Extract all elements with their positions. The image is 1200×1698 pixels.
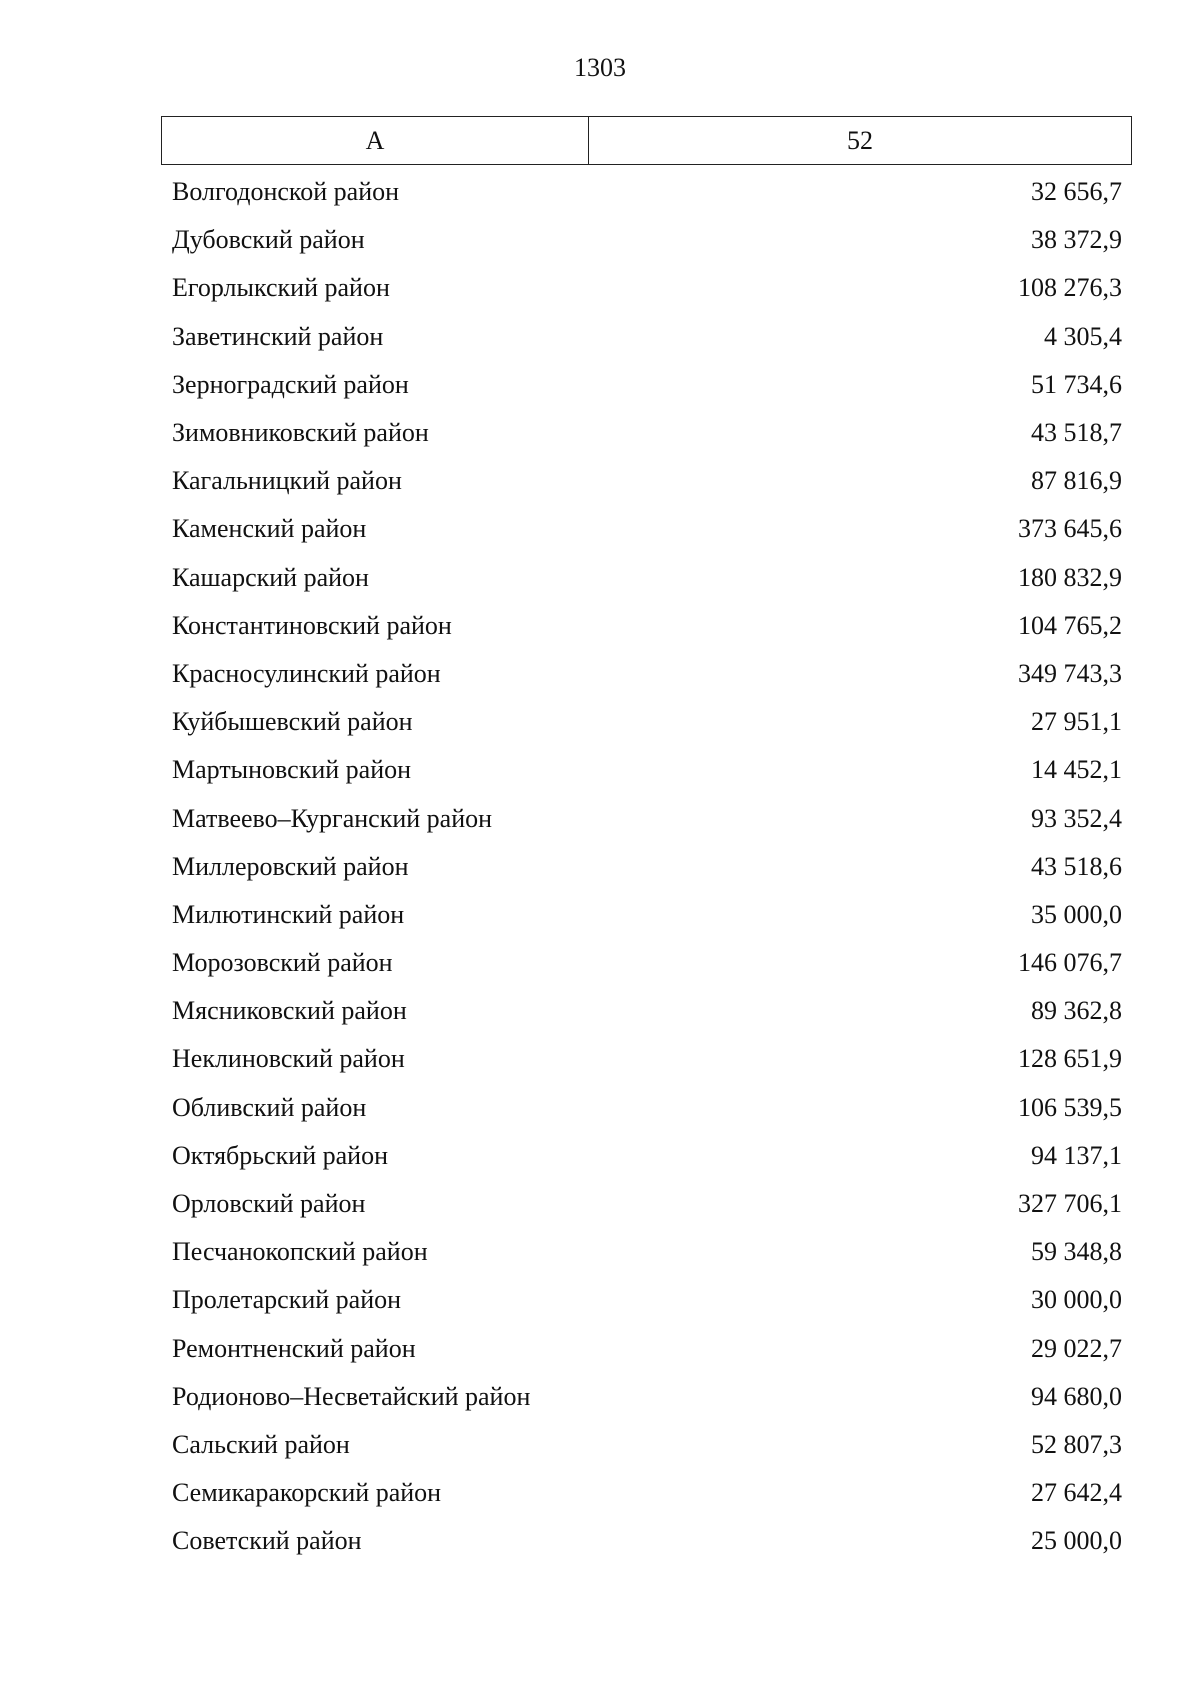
header-column-a: А [162,117,589,164]
district-value: 327 706,1 [1018,1189,1122,1219]
district-value: 25 000,0 [1031,1526,1122,1556]
table-row [172,794,1122,842]
district-value: 89 362,8 [1031,996,1122,1026]
district-name: Константиновский район [172,610,452,640]
district-value: 104 765,2 [1018,610,1122,640]
district-name: Орловский район [172,1189,366,1219]
district-name: Егорлыкский район [172,273,390,303]
district-value: 35 000,0 [1031,899,1122,929]
district-value: 43 518,7 [1031,418,1122,448]
district-name: Семикаракорский район [172,1478,442,1508]
table-row [172,168,1122,216]
district-table-body [172,168,1122,1565]
district-name: Волгодонской район [172,177,400,207]
district-value: 32 656,7 [1031,177,1122,207]
district-name: Матвеево–Курганский район [172,803,493,833]
district-value: 94 137,1 [1031,1140,1122,1170]
district-value: 94 680,0 [1031,1381,1122,1411]
district-name: Сальский район [172,1429,350,1459]
district-name: Морозовский район [172,948,393,978]
table-row [172,891,1122,939]
district-name: Куйбышевский район [172,707,413,737]
table-row [172,505,1122,553]
district-value: 27 642,4 [1031,1478,1122,1508]
district-name: Октябрьский район [172,1140,388,1170]
table-row [172,1035,1122,1083]
district-name: Мясниковский район [172,996,407,1026]
table-row [172,1469,1122,1517]
table-row [172,698,1122,746]
district-value: 52 807,3 [1031,1429,1122,1459]
district-value: 38 372,9 [1031,225,1122,255]
district-name: Зимовниковский район [172,418,429,448]
table-row [172,650,1122,698]
table-row [172,1180,1122,1228]
table-row [172,1325,1122,1373]
table-row [172,409,1122,457]
table-row [172,264,1122,312]
table-header [161,116,1132,165]
district-value: 43 518,6 [1031,851,1122,881]
district-value: 51 734,6 [1031,369,1122,399]
table-row [172,987,1122,1035]
district-value: 29 022,7 [1031,1333,1122,1363]
page-number: 1303 [574,53,626,82]
district-value: 180 832,9 [1018,562,1122,592]
district-value: 108 276,3 [1018,273,1122,303]
table-row [172,1276,1122,1324]
district-name: Пролетарский район [172,1285,402,1315]
table-row [172,216,1122,264]
table-row [172,361,1122,409]
table-row [172,457,1122,505]
district-name: Милютинский район [172,899,405,929]
district-name: Родионово–Несветайский район [172,1381,531,1411]
district-name: Заветинский район [172,321,384,351]
table-row [172,554,1122,602]
table-row [172,746,1122,794]
district-value: 373 645,6 [1018,514,1122,544]
district-name: Каменский район [172,514,367,544]
district-name: Миллеровский район [172,851,409,881]
district-value: 106 539,5 [1018,1092,1122,1122]
district-value: 14 452,1 [1031,755,1122,785]
district-name: Ремонтненский район [172,1333,416,1363]
district-name: Дубовский район [172,225,365,255]
district-value: 59 348,8 [1031,1237,1122,1267]
table-row [172,313,1122,361]
table-row [172,1132,1122,1180]
district-value: 4 305,4 [1044,321,1122,351]
district-name: Песчанокопский район [172,1237,428,1267]
header-column-52: 52 [847,125,873,155]
district-name: Мартыновский район [172,755,412,785]
district-name: Неклиновский район [172,1044,405,1074]
table-row [172,1517,1122,1565]
district-value: 349 743,3 [1018,658,1122,688]
district-name: Красносулинский район [172,658,441,688]
district-value: 146 076,7 [1018,948,1122,978]
table-row [172,939,1122,987]
table-row [172,1373,1122,1421]
district-name: Кагальницкий район [172,466,402,496]
table-row [172,843,1122,891]
district-name: Зерноградский район [172,369,409,399]
district-value: 30 000,0 [1031,1285,1122,1315]
district-name: Советский район [172,1526,362,1556]
district-value: 87 816,9 [1031,466,1122,496]
district-value: 128 651,9 [1018,1044,1122,1074]
district-name: Кашарский район [172,562,369,592]
table-row [172,1421,1122,1469]
table-row [172,602,1122,650]
table-row [172,1228,1122,1276]
district-value: 93 352,4 [1031,803,1122,833]
district-name: Обливский район [172,1092,367,1122]
table-row [172,1084,1122,1132]
district-value: 27 951,1 [1031,707,1122,737]
